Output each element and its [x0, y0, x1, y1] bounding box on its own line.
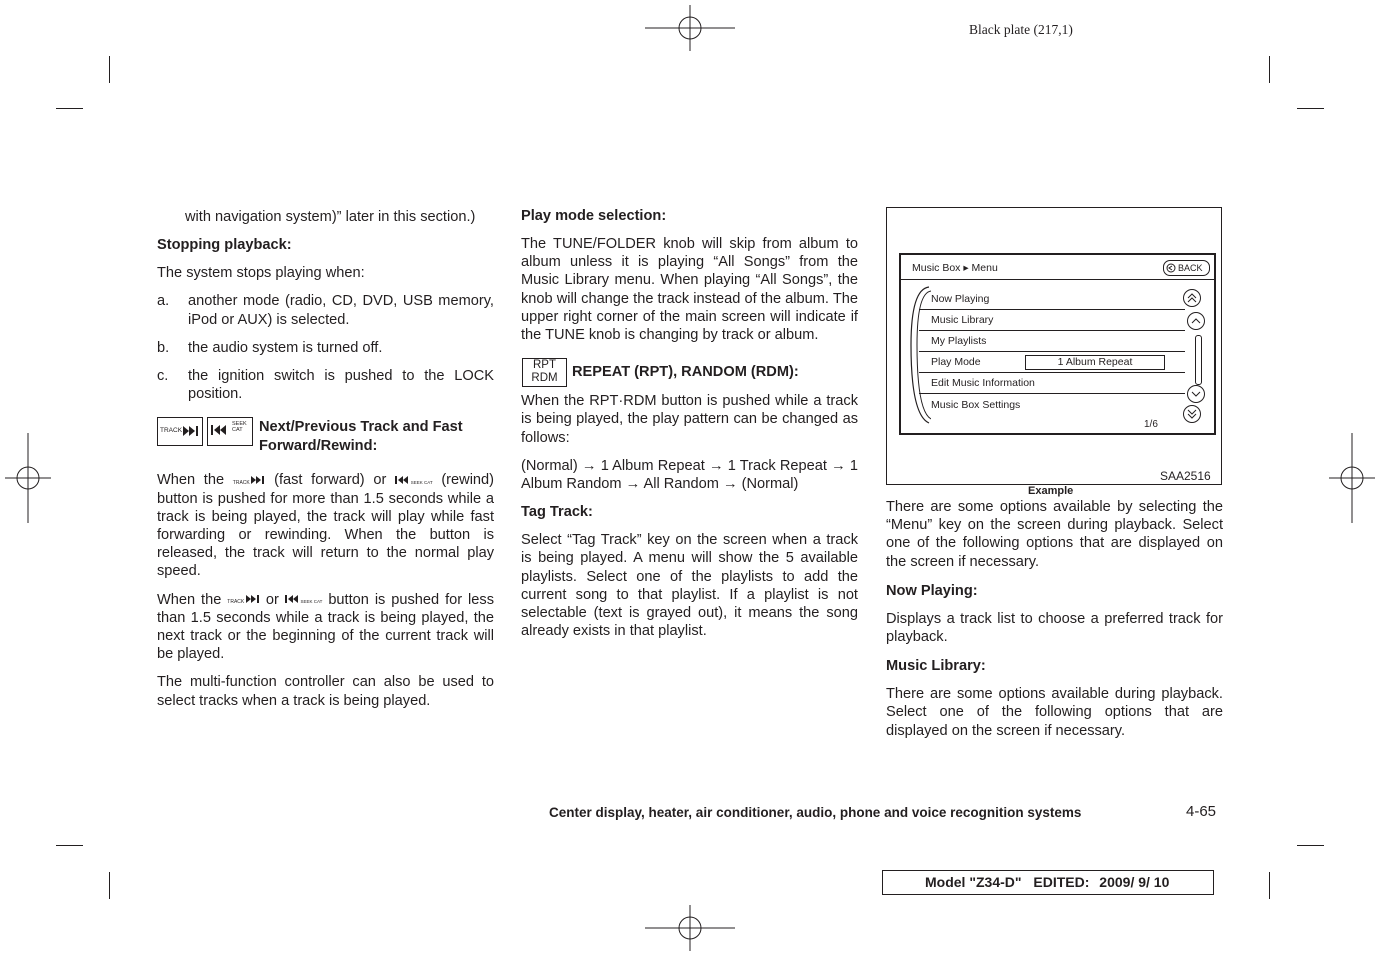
- rewind-icon: [395, 476, 409, 484]
- tag-track-heading: Tag Track:: [521, 504, 593, 521]
- next-prev-heading-block: [157, 417, 494, 457]
- registration-mark-bottom: [645, 905, 735, 951]
- page-indicator: 1/6: [1144, 419, 1158, 430]
- track-icon-inline: TRACK: [227, 595, 260, 605]
- rpt-rdm-button-icon: RPT RDM: [522, 358, 567, 387]
- music-library-heading: Music Library:: [886, 658, 986, 675]
- rewind-icon: [285, 595, 299, 603]
- controller-paragraph: The multi-function controller can also be used to select tracks when a track is being played.: [157, 674, 494, 709]
- seek-icon-inline: SEEK CAT: [395, 476, 433, 486]
- screen-breadcrumb: Music Box ▸ Menu: [912, 262, 998, 274]
- model-edited-box: Model "Z34-D" EDITED: 2009/ 9/ 10: [882, 870, 1214, 895]
- fast-forward-paragraph: When the TRACK (fast forward) or SEEK CAT (rewind) button is pushed for more than 1.5 seconds while a track is being played, the track will play while fast forwarding or rewinding. When the button is released, the track will return to the normal play speed.: [157, 472, 495, 580]
- registration-mark-right: [1329, 433, 1375, 523]
- back-arrow-icon: [1166, 263, 1176, 273]
- music-library-text: There are some options available during playback. Select one of the following options that are displayed on the screen if necessary.: [886, 686, 1223, 739]
- seek-icon-inline: SEEK CAT: [285, 595, 323, 605]
- tag-track-text: Select “Tag Track” key on the screen when a track is being played. A menu will show the 5 available playlists. Select one of the playlists to add the current song to that playlist. If a playlist is not selectable (text is grayed out), it means the song already exists in that playlist.: [521, 532, 858, 640]
- play-mode-heading: Play mode selection:: [521, 208, 667, 224]
- menu-item-edit-music-information[interactable]: Edit Music Information: [919, 373, 1185, 394]
- track-button-icon: TRACK: [157, 417, 203, 446]
- fast-forward-icon: [251, 476, 265, 484]
- column-middle: [521, 208, 858, 640]
- play-mode-text: The TUNE/FOLDER knob will skip from album to album unless it is playing “All Songs” from the Music Library menu. When playing “All Songs”, the knob will change the track instead of the album. The upper right corner of the main screen will indicate if the TUNE knob is changing by track or album.: [521, 236, 858, 344]
- skip-paragraph: When the TRACK or SEEK CAT button is pushed for less than 1.5 seconds while a track is being played, the next track or the beginning of the current track will be played.: [157, 591, 494, 663]
- fast-forward-icon: [183, 426, 201, 436]
- list-item: a. another mode (radio, CD, DVD, USB memory, iPod or AUX) is selected.: [157, 293, 494, 328]
- stopping-heading: Stopping playback:: [157, 237, 292, 254]
- menu-item-music-library[interactable]: Music Library: [919, 310, 1185, 331]
- fast-forward-icon: [246, 595, 260, 603]
- play-mode-value: 1 Album Repeat: [1025, 355, 1165, 370]
- section-title: Center display, heater, air conditioner, audio, phone and voice recognition systems: [549, 805, 1082, 820]
- scroll-down-icon[interactable]: [1186, 384, 1206, 404]
- crop-mark: [1269, 872, 1270, 899]
- menu-item-my-playlists[interactable]: My Playlists: [919, 331, 1185, 352]
- back-button[interactable]: BACK: [1163, 260, 1210, 276]
- column-left: [157, 208, 494, 710]
- screen-header-divider: [901, 279, 1214, 280]
- figure-caption: Example: [1028, 485, 1074, 497]
- figure-code: SAA2516: [1160, 469, 1211, 483]
- crop-mark: [1297, 845, 1324, 846]
- menu-item-play-mode[interactable]: Play Mode 1 Album Repeat: [919, 352, 1185, 373]
- music-box-menu-screen: [899, 253, 1216, 435]
- rewind-icon: [211, 425, 229, 435]
- crop-mark: [109, 872, 110, 899]
- crop-mark: [1297, 108, 1324, 109]
- column-right: [886, 498, 1223, 740]
- plate-label: Black plate (217,1): [969, 22, 1073, 37]
- scrollbar[interactable]: [1195, 335, 1202, 385]
- repeat-sequence: (Normal) → 1 Album Repeat → 1 Track Repeat → 1 Album Random → All Random → (Normal): [521, 457, 858, 493]
- registration-mark-top: [645, 5, 735, 51]
- menu-item-music-box-settings[interactable]: Music Box Settings: [931, 399, 1021, 411]
- registration-mark-left: [5, 433, 51, 523]
- scroll-up-icon[interactable]: [1186, 311, 1206, 331]
- menu-item-now-playing[interactable]: Now Playing: [919, 289, 1185, 310]
- now-playing-text: Displays a track list to choose a preferred track for playback.: [886, 610, 1223, 646]
- page-down-icon[interactable]: [1182, 404, 1202, 424]
- next-prev-heading: Next/Previous Track and Fast Forward/Rewind:: [259, 419, 463, 454]
- stopping-text: The system stops playing when:: [157, 265, 365, 282]
- crop-mark: [1269, 56, 1270, 83]
- list-item: b. the audio system is turned off.: [157, 339, 383, 356]
- seek-button-icon: SEEK CAT: [207, 417, 253, 446]
- list-item: c. the ignition switch is pushed to the LOCK position.: [157, 368, 494, 403]
- intro-continuation: with navigation system)” later in this section.): [185, 209, 476, 225]
- page-up-icon[interactable]: [1182, 288, 1202, 308]
- page-number: 4-65: [1186, 803, 1217, 820]
- crop-mark: [56, 845, 83, 846]
- repeat-heading: REPEAT (RPT), RANDOM (RDM):: [572, 364, 799, 381]
- track-icon-inline: TRACK: [233, 476, 266, 486]
- repeat-text: When the RPT·RDM button is pushed while a track is being played, the play pattern can be changed as follows:: [521, 393, 858, 446]
- menu-intro-text: There are some options available by selecting the “Menu” key on the screen during playback. Select one of the following options that are displayed on the screen if necessary.: [886, 499, 1223, 570]
- now-playing-heading: Now Playing:: [886, 582, 978, 599]
- repeat-heading-block: [521, 358, 858, 388]
- crop-mark: [109, 56, 110, 83]
- crop-mark: [56, 108, 83, 109]
